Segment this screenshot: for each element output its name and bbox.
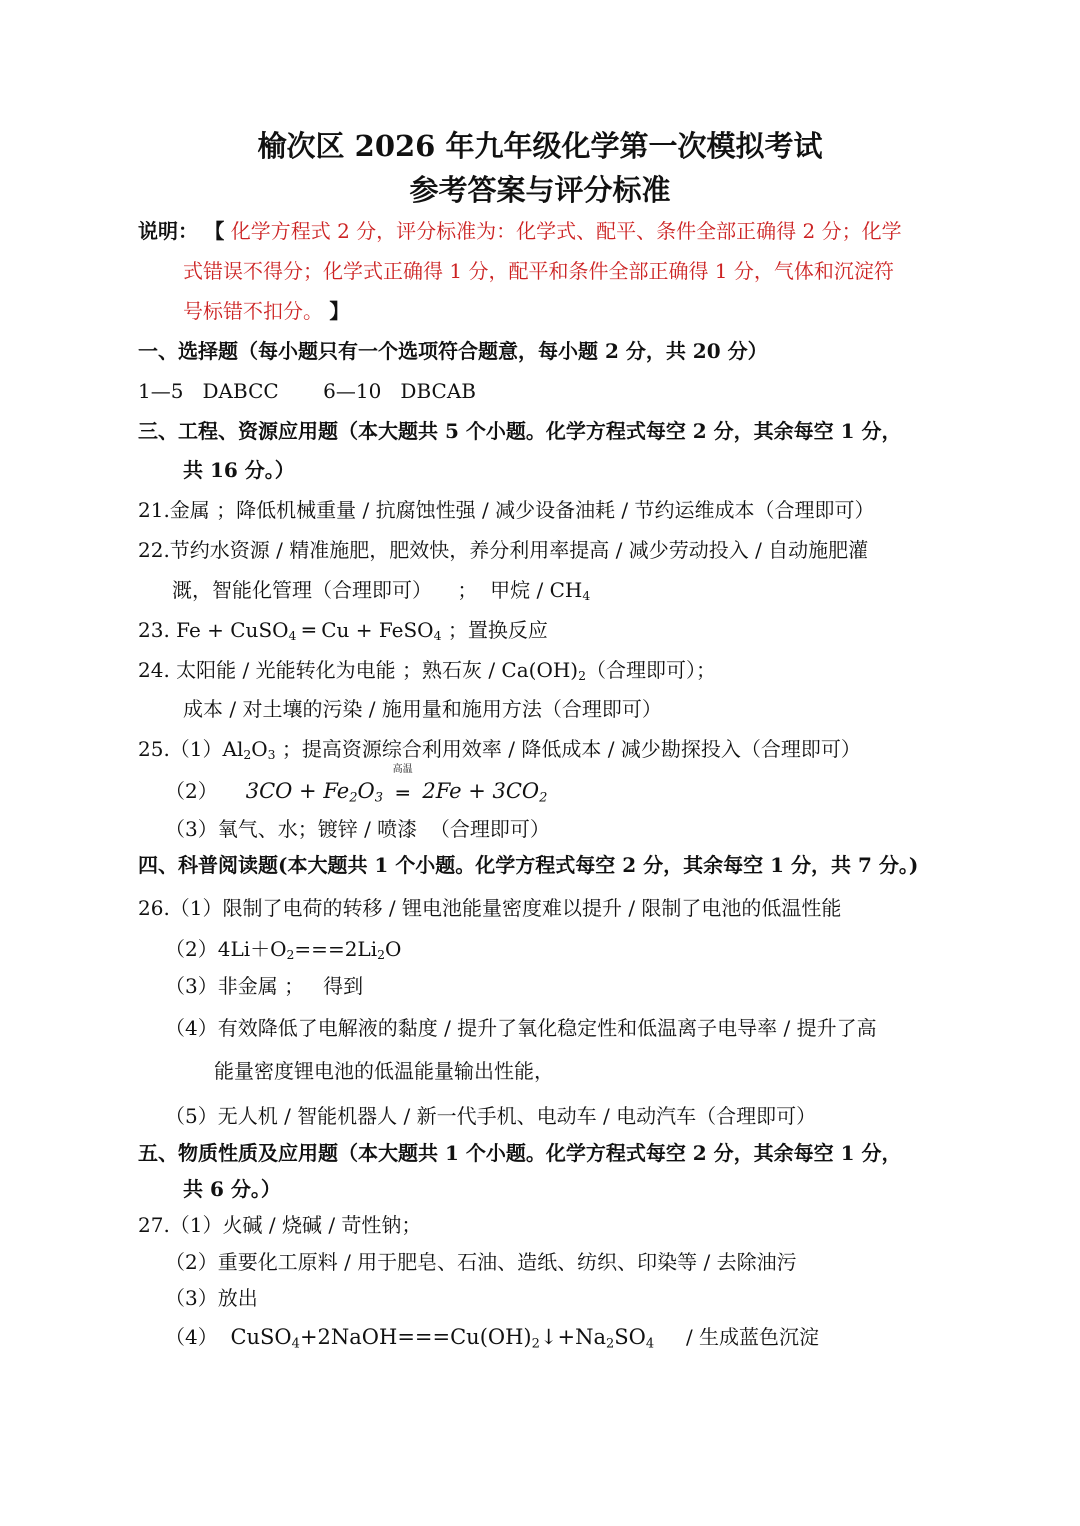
section-5-heading-cont: 共 6 分。） xyxy=(183,1177,281,1201)
answer-24 xyxy=(138,655,716,685)
equation-sub: 4 xyxy=(645,1336,655,1352)
note-line-3 xyxy=(183,296,349,326)
answer-22: 22.节约水资源 / 精准施肥，肥效快，养分利用率提高 / 减少劳动投入 / 自动施肥灌 xyxy=(138,538,869,562)
section-1-answers: 1—5 DABCC 6—10 DBCAB xyxy=(138,379,476,403)
answer-24-sub: 2 xyxy=(578,668,586,684)
answer-23-sub: 4 xyxy=(288,628,297,644)
reaction-condition xyxy=(390,764,416,808)
answer-26-5: （5）无人机 / 智能机器人 / 新一代手机、电动车 / 电动汽车（合理即可） xyxy=(165,1104,817,1128)
equation-part: O xyxy=(357,779,375,803)
section-3-heading: 三、工程、资源应用题（本大题共 5 个小题。化学方程式每空 2 分，其余每空 1 分， xyxy=(138,419,902,443)
equation-part: ↓+Na xyxy=(539,1325,606,1349)
answer-26-sub: 2 xyxy=(286,947,295,963)
answer-27-4 xyxy=(165,1322,819,1352)
answer-26-4: （4）有效降低了电解液的黏度 / 提升了氧化稳定性和低温离子电导率 / 提升了高 xyxy=(165,1016,877,1040)
answer-25-2-equation xyxy=(245,764,548,806)
answer-27-3: （3）放出 xyxy=(165,1286,258,1310)
answer-25-part: 25.（1）Al xyxy=(138,737,244,761)
answer-25-2-num: （2） xyxy=(165,779,218,803)
section-5-heading: 五、物质性质及应用题（本大题共 1 个小题。化学方程式每空 2 分，其余每空 1 分， xyxy=(138,1141,902,1165)
answer-24-part: （合理即可）； xyxy=(586,658,716,682)
answer-23 xyxy=(138,615,548,645)
section-3-heading-cont: 共 16 分。） xyxy=(183,458,295,482)
answer-26-4-cont: 能量密度锂电池的低温能量输出性能， xyxy=(214,1059,554,1083)
equals-sign: ═ xyxy=(396,781,409,805)
note-line-1 xyxy=(138,216,902,246)
equation-sub: 2 xyxy=(349,790,358,806)
answer-25-sub: 2 xyxy=(243,747,252,763)
note-line-2: 式错误不得分；化学式正确得 1 分，配平和条件全部正确得 1 分，气体和沉淀符 xyxy=(183,259,894,283)
answer-21: 21.金属 ；降低机械重量 / 抗腐蚀性强 / 减少设备油耗 / 节约运维成本（合理即可） xyxy=(138,498,875,522)
note-open-bracket: 【 xyxy=(204,219,225,243)
page-subtitle: 参考答案与评分标准 xyxy=(409,173,671,207)
section-1-heading: 一、选择题（每小题只有一个选项符合题意，每小题 2 分，共 20 分） xyxy=(138,339,768,363)
answer-27-1: 27.（1）火碱 / 烧碱 / 苛性钠； xyxy=(138,1213,422,1237)
answer-25-sub: 3 xyxy=(267,747,276,763)
answer-25-1 xyxy=(138,734,861,764)
answer-26-sub: 2 xyxy=(377,947,385,963)
equation-sub: 4 xyxy=(291,1336,300,1352)
equation-sub: 2 xyxy=(539,790,548,806)
answer-25-part: O xyxy=(251,737,268,761)
answer-24-part: 24. 太阳能 / 光能转化为电能 ；熟石灰 / Ca(OH) xyxy=(138,658,579,682)
answer-23-part: 23. Fe + CuSO xyxy=(138,618,289,642)
equation-sub: 2 xyxy=(531,1336,540,1352)
answer-22-sub: 4 xyxy=(582,588,591,604)
answer-23-sub: 4 xyxy=(433,628,442,644)
answer-24-cont: 成本 / 对土壤的污染 / 施用量和施用方法（合理即可） xyxy=(183,697,662,721)
answer-25-3: （3）氧气、水；镀锌 / 喷漆 （合理即可） xyxy=(165,817,550,841)
answer-26-part: （2）4Li＋O xyxy=(165,937,287,961)
answer-26-1: 26.（1）限制了电荷的转移 / 锂电池能量密度难以提升 / 限制了电池的低温性能 xyxy=(138,896,842,920)
equation-part: +2NaOH===Cu(OH) xyxy=(299,1325,532,1349)
answer-25-2 xyxy=(165,764,548,808)
answer-26-part: O xyxy=(385,937,402,961)
equation-part: 2Fe + 3CO xyxy=(415,779,540,803)
page-title: 榆次区 2026 年九年级化学第一次模拟考试 xyxy=(257,129,823,163)
equation-part: SO xyxy=(614,1325,646,1349)
equation-part: 3CO + Fe xyxy=(245,779,350,803)
equation-part: CuSO xyxy=(230,1325,292,1349)
answer-27-2: （2）重要化工原料 / 用于肥皂、石油、造纸、纺织、印染等 / 去除油污 xyxy=(165,1250,797,1274)
note-text-1: 化学方程式 2 分，评分标准为：化学式、配平、条件全部正确得 2 分；化学 xyxy=(230,219,902,243)
answer-23-part: ；置换反应 xyxy=(441,618,548,642)
note-text-3: 号标错不扣分。 xyxy=(183,299,323,323)
section-4-heading: 四、科普阅读题(本大题共 1 个小题。化学方程式每空 2 分，其余每空 1 分，共 7 分。) xyxy=(138,853,919,877)
reaction-condition-text: 高温 xyxy=(392,764,413,775)
answer-27-4-equation xyxy=(230,1325,655,1352)
answer-25-part: ；提高资源综合利用效率 / 降低成本 / 减少勘探投入（合理即可） xyxy=(275,737,861,761)
answer-27-4-observation: / 生成蓝色沉淀 xyxy=(654,1325,820,1349)
answer-22-text: 溉，智能化管理（合理即可） ； 甲烷 / CH xyxy=(172,578,583,602)
answer-22-cont xyxy=(172,575,590,605)
answer-26-part: ===2Li xyxy=(294,937,378,961)
answer-27-4-num: （4） xyxy=(165,1325,231,1349)
equation-sub: 2 xyxy=(606,1336,615,1352)
answer-26-3: （3）非金属 ； 得到 xyxy=(165,974,364,998)
note-close-bracket: 】 xyxy=(329,299,350,323)
answer-23-part: ═ Cu + FeSO xyxy=(296,618,434,642)
answer-26-2 xyxy=(165,934,401,964)
note-label: 说明： xyxy=(138,219,198,243)
equation-sub: 3 xyxy=(374,790,383,806)
